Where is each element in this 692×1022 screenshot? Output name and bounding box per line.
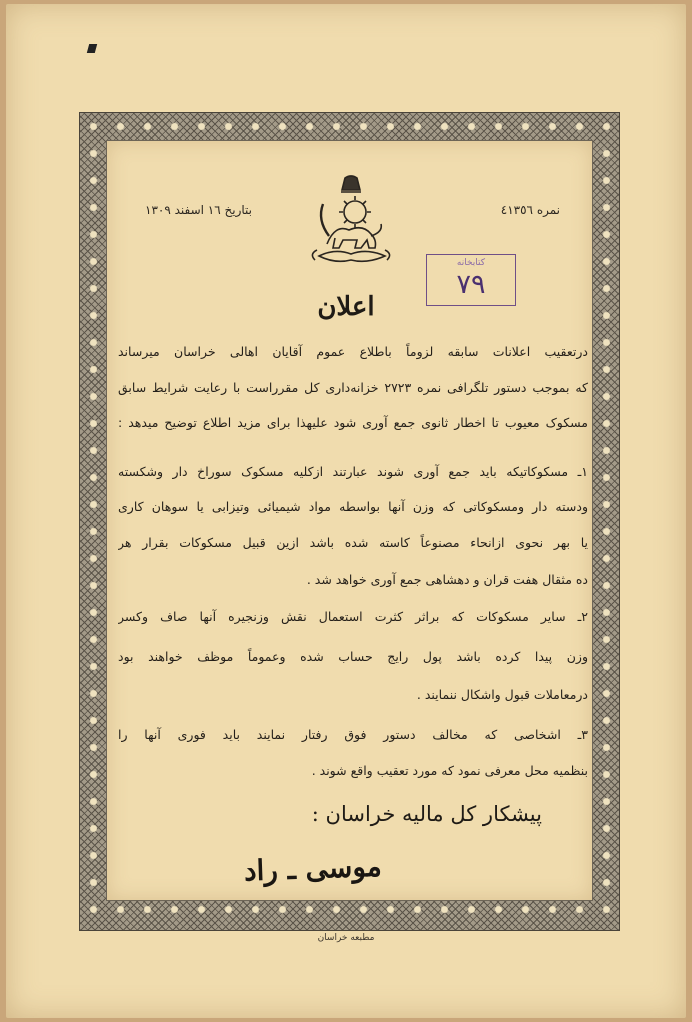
body-line: ٣ـ اشخاصی که مخالف دستور فوق رفتار نمایند باید فوری آنها را <box>118 727 588 742</box>
body-line: بنظمیه محل معرفی نمود که مورد تعقیب واقع شوند . <box>311 763 588 778</box>
signatory-name: موسی ـ راد <box>243 849 383 888</box>
body-line: مسکوک معیوب تا اخطار ثانوی جمع آوری شود علیهذا برای مزید اطلاع توضیح میدهد : <box>118 415 588 430</box>
body-line: ٢ـ سایر مسکوکات که براثر کثرت استعمال نقش وزنجیره آنها صاف وکسر <box>118 609 588 624</box>
lion-and-sun-emblem-icon <box>305 174 397 272</box>
printer-name: مطبعه خراسان <box>317 933 375 943</box>
body-line: که بموجب دستور تلگرافی نمره ٢٧٢٣ خزانه‌داری کل مقرراست با رعایت شرایط سابق <box>118 380 588 395</box>
body-line: ده مثقال هفت قران و دهشاهی جمع آوری خواهد شد . <box>306 572 588 587</box>
signatory-title: پیشکار کل مالیه خراسان : <box>311 802 542 826</box>
stamp-number: ٧٩ <box>456 269 486 300</box>
body-line: ١ـ مسکوکاتیکه باید جمع آوری شوند عبارتند ازکلیه مسکوک سوراخ دار وشکسته <box>118 464 588 479</box>
body-line: درتعقیب اعلانات سابقه لزوماً باطلاع عموم آقایان اهالی خراسان میرساند <box>118 344 588 359</box>
body-line: وزن پیدا کرده باشد پول رایج حساب شده وعموماً موظف خواهند بود <box>118 649 588 664</box>
document-number: نمره ٤١٣٥٦ <box>500 203 560 217</box>
body-line: یا بهر نحوی ازانحاء مصنوعاً کاسته شده باشد ازین قبیل مسکوکات بقرار هر <box>118 535 588 550</box>
stamp-label: کتابخانه <box>456 258 486 268</box>
document-date: بتاریخ ١٦ اسفند ١٣٠٩ <box>145 203 252 217</box>
body-line: درمعاملات قبول واشکال ننمایند . <box>416 687 588 702</box>
announcement-title: اعلان <box>317 292 375 322</box>
body-line: ودسته دار ومسکوکاتی که وزن آنها بواسطه مواد شیمیائی وتیزابی یا سوهان کاری <box>118 499 588 514</box>
